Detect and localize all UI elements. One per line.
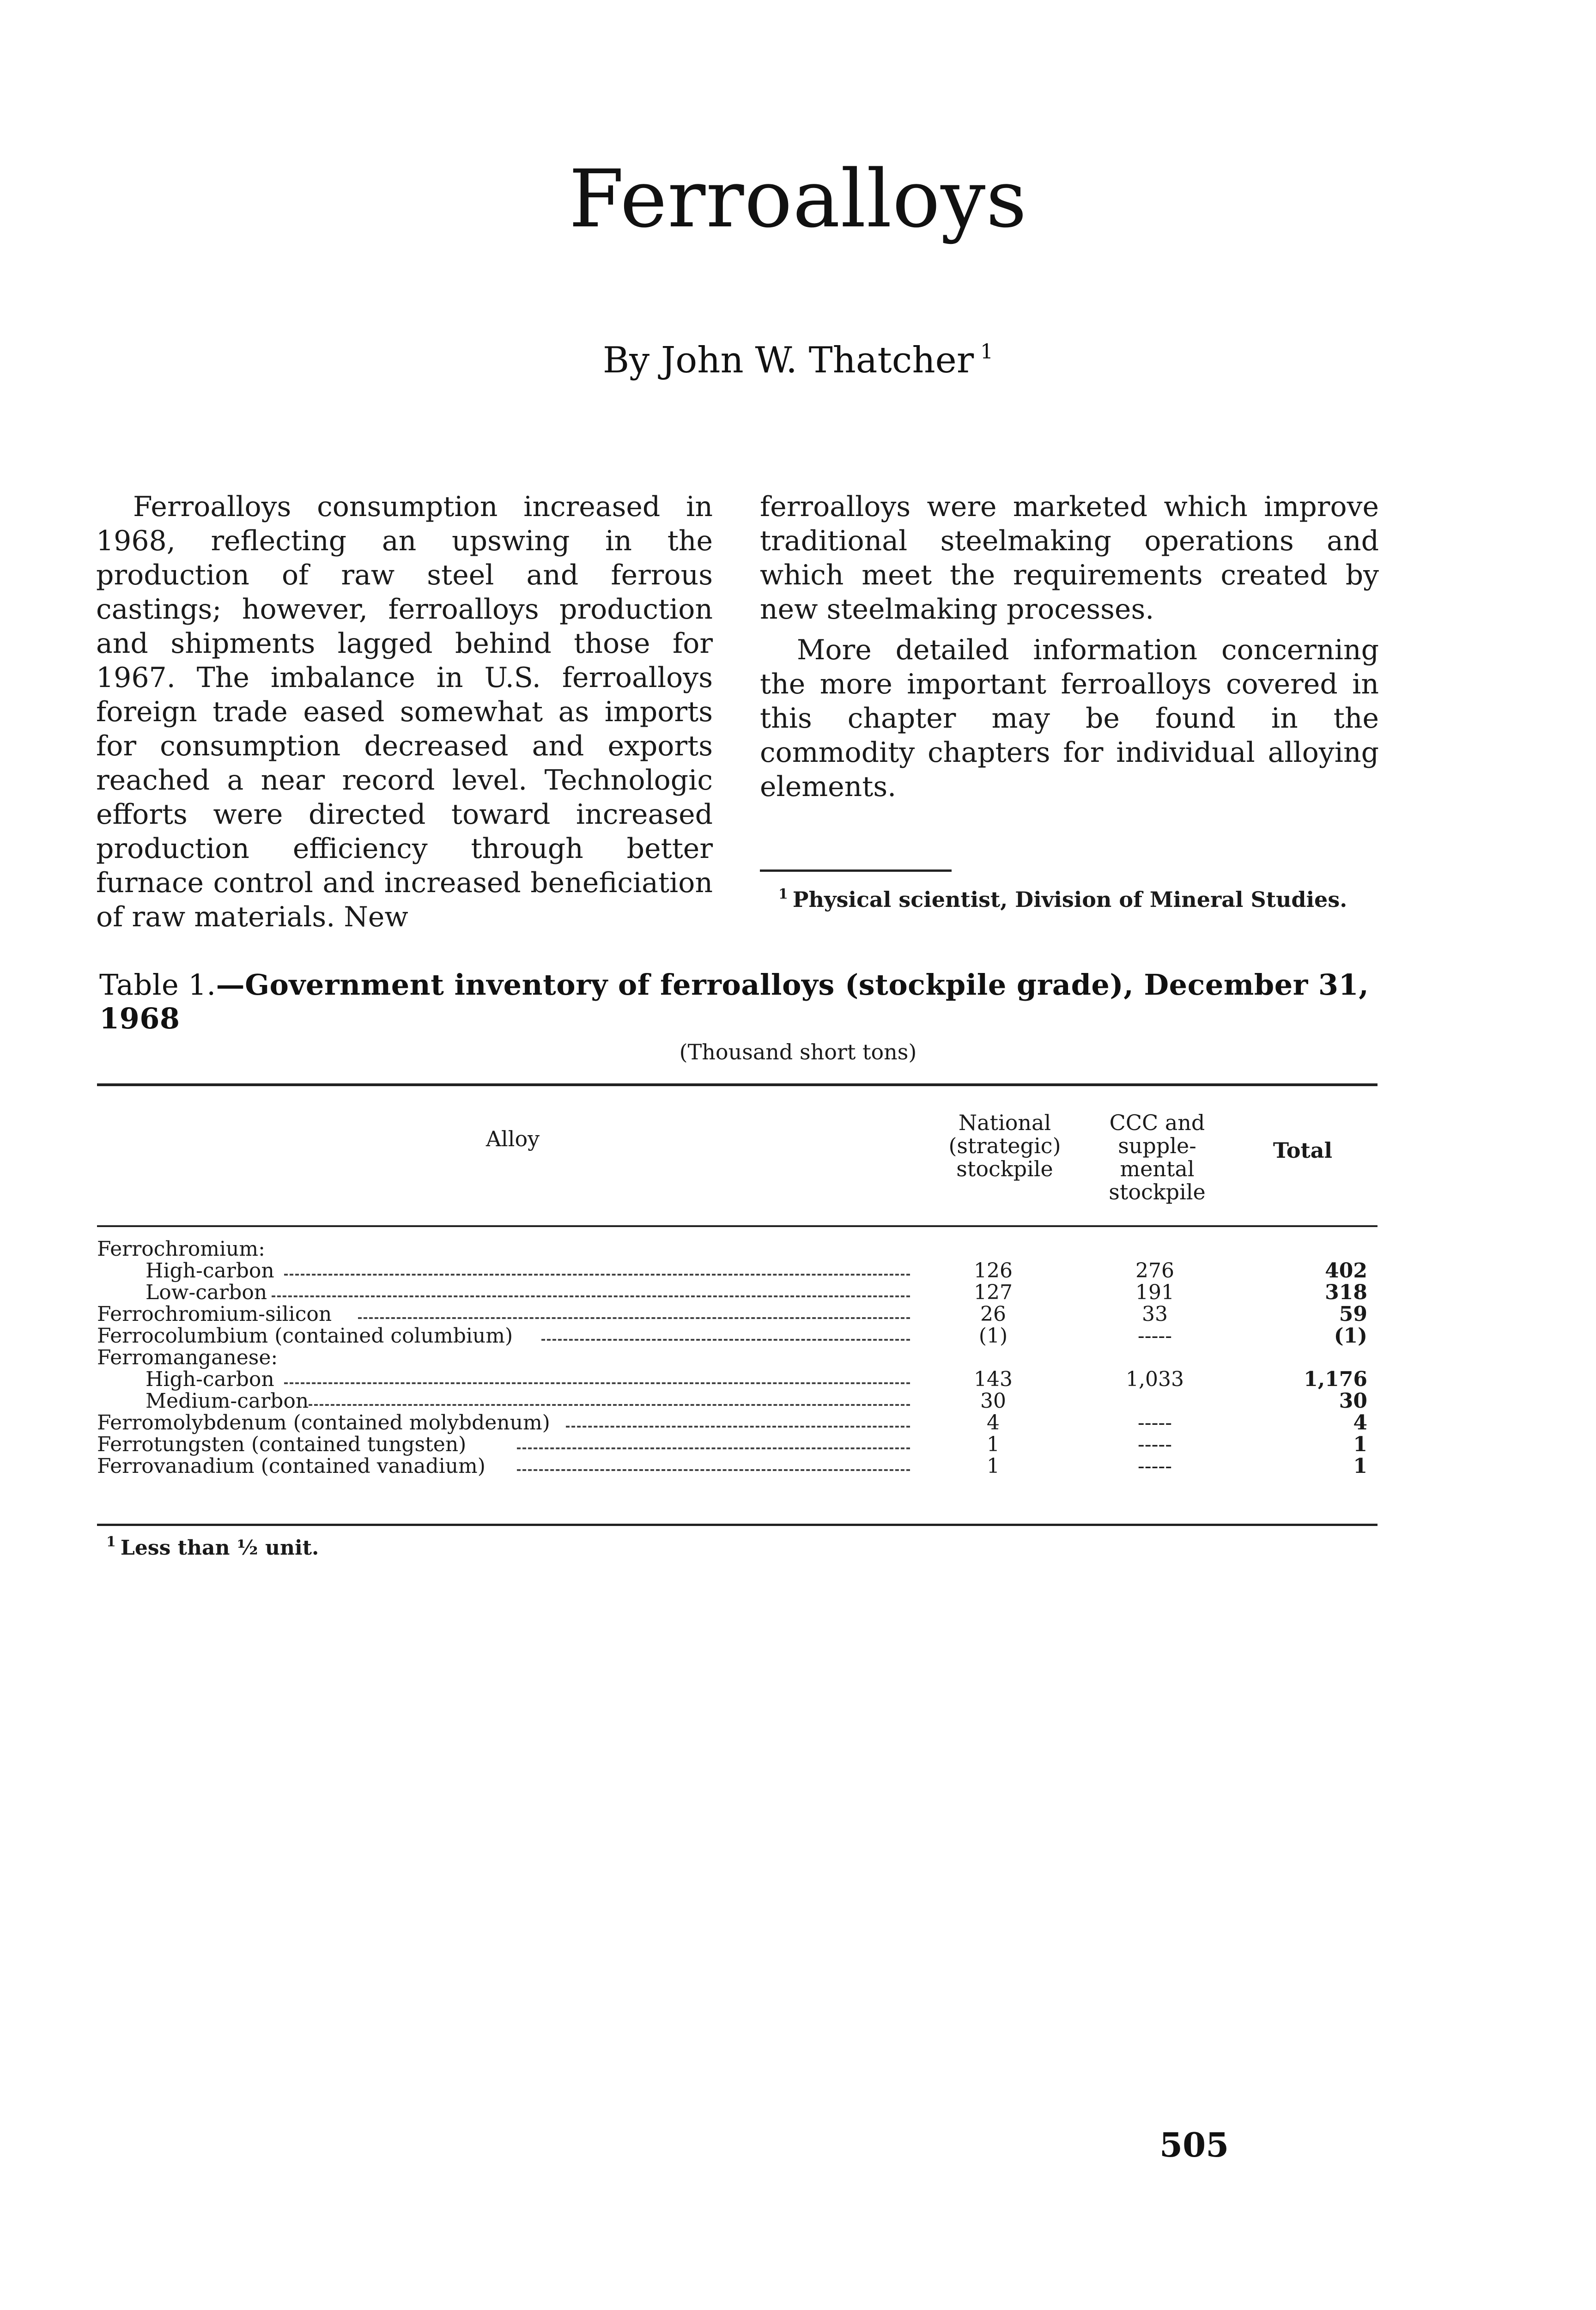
- header-ccc-line: mental: [1120, 1156, 1195, 1181]
- table-row: [97, 1434, 1378, 1455]
- body-column-left: [96, 490, 713, 934]
- table-caption: [99, 968, 1388, 1035]
- cell-national: 30: [980, 1389, 1006, 1413]
- author-name: By John W. Thatcher: [602, 340, 974, 381]
- dot-leader: [358, 1317, 910, 1319]
- cell-national: 127: [974, 1281, 1013, 1304]
- intro-paragraph-continuation: ferroalloys were marketed which improve traditional steelmaking operations and which meet the requirements created by new steelmaking processes.: [760, 491, 1379, 626]
- cell-total: 59: [1339, 1302, 1367, 1326]
- header-ccc-stockpile: [1088, 1111, 1226, 1204]
- cell-national: 1: [987, 1454, 1000, 1478]
- table-title-text: —Government inventory of ferroalloys (stockpile grade), December 31, 1968: [99, 968, 1369, 1035]
- header-ccc-line: CCC and: [1109, 1110, 1205, 1135]
- dot-leader: [566, 1426, 910, 1428]
- table-row: [97, 1282, 1378, 1303]
- row-label: Medium-carbon: [146, 1389, 309, 1413]
- cell-ccc: -----: [1137, 1454, 1172, 1478]
- table-body: [97, 1238, 1378, 1477]
- dot-leader: [517, 1447, 910, 1449]
- table-footnote-marker: 1: [106, 1534, 116, 1550]
- row-label: High-carbon: [146, 1259, 274, 1283]
- row-label: Ferrochromium:: [97, 1237, 265, 1261]
- cell-total: 318: [1325, 1281, 1367, 1304]
- header-national-line: (strategic): [948, 1133, 1061, 1158]
- table-row: [97, 1325, 1378, 1347]
- dot-leader: [309, 1404, 910, 1406]
- table-footnote-text: Less than ½ unit.: [120, 1536, 319, 1560]
- dot-leader: [284, 1274, 910, 1276]
- cell-ccc: -----: [1137, 1433, 1172, 1456]
- cell-ccc: 276: [1135, 1259, 1174, 1283]
- table-row: [97, 1390, 1378, 1412]
- cell-total: 1: [1353, 1433, 1367, 1456]
- table-row: [97, 1238, 1378, 1260]
- header-national-line: stockpile: [956, 1156, 1053, 1181]
- intro-paragraph: Ferroalloys consumption increased in 1968, reflecting an upswing in the production of raw steel and ferrous castings; however, ferroalloys production and shipments lagged behind those for 1967. The imbalance in U.S. ferroalloys foreign trade eased somewhat as imports for consumption decreased and exports reached a near record level. Technologic efforts were directed toward increased production efficiency through better furnace control and increased beneficiation of raw materials. New: [96, 491, 713, 933]
- header-national-stockpile: [926, 1111, 1083, 1180]
- dot-leader: [284, 1382, 910, 1384]
- table-number: Table 1.: [99, 968, 216, 1002]
- header-alloy: Alloy: [485, 1126, 540, 1151]
- row-label: Ferrochromium-silicon: [97, 1302, 332, 1326]
- cell-national: 126: [974, 1259, 1013, 1283]
- page-number: 505: [1159, 2125, 1229, 2164]
- row-label: Ferromanganese:: [97, 1346, 278, 1369]
- cell-total: 30: [1339, 1389, 1367, 1413]
- author-footnote-marker: 1: [980, 340, 994, 364]
- table-footnote: [106, 1534, 319, 1560]
- cell-total: 1: [1353, 1454, 1367, 1478]
- header-national-line: National: [958, 1110, 1051, 1135]
- cell-total: 402: [1325, 1259, 1367, 1283]
- table-header-rule: [97, 1225, 1378, 1227]
- cell-national: 26: [980, 1302, 1006, 1326]
- author-byline: [0, 340, 1596, 381]
- row-label: Ferrocolumbium (contained columbium): [97, 1324, 513, 1348]
- footnote-text: Physical scientist, Division of Mineral Studies.: [792, 887, 1347, 912]
- row-label: Ferromolybdenum (contained molybdenum): [97, 1411, 550, 1435]
- cell-total: 4: [1353, 1411, 1367, 1435]
- row-label: Low-carbon: [146, 1281, 267, 1304]
- body-column-right: [760, 490, 1379, 804]
- footnote-marker: 1: [778, 886, 788, 902]
- table-row: [97, 1368, 1378, 1390]
- row-label: Ferrotungsten (contained tungsten): [97, 1433, 467, 1456]
- cell-ccc: 1,033: [1126, 1368, 1184, 1391]
- cell-national: 143: [974, 1368, 1013, 1391]
- table-unit: (Thousand short tons): [679, 1040, 917, 1064]
- cell-total: (1): [1334, 1324, 1367, 1348]
- table-row: [97, 1455, 1378, 1477]
- cell-national: 1: [987, 1433, 1000, 1456]
- details-paragraph: More detailed information concerning the more important ferroalloys covered in this chapter may be found in the commodity chapters for individual alloying elements.: [760, 634, 1379, 803]
- table-top-rule: [97, 1083, 1378, 1086]
- cell-ccc: -----: [1137, 1324, 1172, 1348]
- table-row: [97, 1303, 1378, 1325]
- cell-total: 1,176: [1304, 1368, 1367, 1391]
- chapter-title: Ferroalloys: [569, 152, 1027, 245]
- row-label: High-carbon: [146, 1368, 274, 1391]
- header-ccc-line: supple-: [1118, 1133, 1196, 1158]
- table-row: [97, 1347, 1378, 1368]
- table-bottom-rule: [97, 1524, 1378, 1526]
- table-row: [97, 1260, 1378, 1282]
- header-total: Total: [1273, 1138, 1333, 1163]
- row-label: Ferrovanadium (contained vanadium): [97, 1454, 485, 1478]
- cell-national: (1): [978, 1324, 1008, 1348]
- dot-leader: [517, 1469, 910, 1471]
- cell-ccc: -----: [1137, 1411, 1172, 1435]
- header-ccc-line: stockpile: [1109, 1179, 1206, 1204]
- dot-leader: [541, 1339, 910, 1341]
- table-row: [97, 1412, 1378, 1434]
- cell-ccc: 191: [1135, 1281, 1174, 1304]
- footnote-divider: [760, 869, 952, 872]
- dot-leader: [272, 1295, 910, 1297]
- cell-ccc: 33: [1142, 1302, 1168, 1326]
- author-footnote: [760, 886, 1379, 912]
- cell-national: 4: [987, 1411, 1000, 1435]
